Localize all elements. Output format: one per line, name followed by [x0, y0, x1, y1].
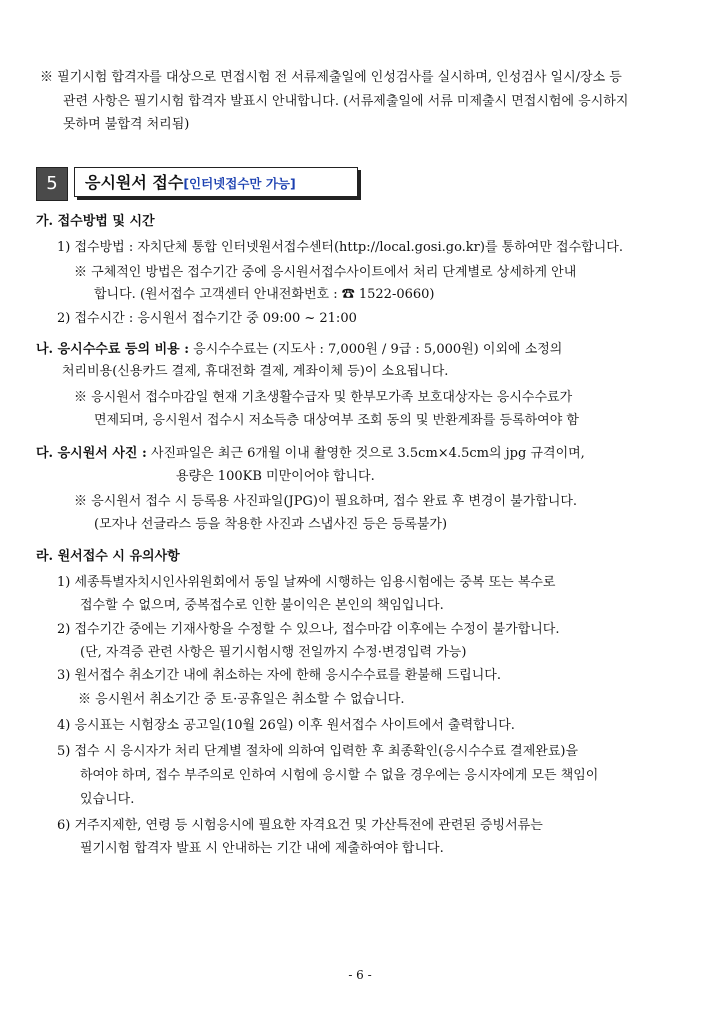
na-line-1	[36, 340, 562, 359]
section-header	[36, 167, 361, 203]
heading-ga: 가. 접수방법 및 시간	[36, 214, 155, 229]
ga-note-line-2: 합니다. (원서접수 고객센터 안내전화번호 : ☎ 1522-0660)	[94, 287, 435, 302]
ga-note-line-1: ※ 구체적인 방법은 접수기간 중에 응시원서접수사이트에서 처리 단계별로 상세하게 안내	[74, 265, 577, 280]
ra-item-5-line-2: 하여야 하며, 접수 부주의로 인하여 시험에 응시할 수 없을 경우에는 응시자에게 모든 책임이	[80, 768, 599, 783]
na-line-2: 처리비용(신용카드 결제, 휴대전화 결제, 계좌이체 등)이 소요됩니다.	[62, 364, 449, 379]
ga-item-1: 1) 접수방법 : 자치단체 통합 인터넷원서접수센터(http://local.gosi.go.kr)를 통하여만 접수합니다.	[57, 240, 623, 255]
ra-item-6-line-2: 필기시험 합격자 발표 시 안내하는 기간 내에 제출하여야 합니다.	[80, 841, 444, 856]
ga-item-2: 2) 접수시간 : 응시원서 접수기간 중 09:00 ~ 21:00	[57, 311, 357, 326]
da-note-line-2: (모자나 선글라스 등을 착용한 사진과 스냅사진 등은 등록불가)	[94, 517, 448, 532]
na-note-line-1: ※ 응시원서 접수마감일 현재 기초생활수급자 및 한부모가족 보호대상자는 응시수수료가	[74, 390, 573, 405]
notice-line-3: 못하며 불합격 처리됨)	[63, 117, 190, 132]
ra-item-1-line-1: 1) 세종특별자치시인사위원회에서 동일 날짜에 시행하는 임용시험에는 중복 또는 복수로	[57, 575, 556, 590]
ra-item-2-line-2: (단, 자격증 관련 사항은 필기시험시행 전일까지 수정·변경입력 가능)	[80, 645, 467, 660]
da-note-line-1: ※ 응시원서 접수 시 등록용 사진파일(JPG)이 필요하며, 접수 완료 후 변경이 불가합니다.	[74, 494, 578, 509]
da-line-1-rest: 사진파일은 최근 6개월 이내 촬영한 것으로 3.5cm×4.5cm의 jpg 규격이며,	[146, 446, 585, 461]
section-subtitle: [인터넷접수만 가능]	[183, 176, 296, 191]
ra-item-4: 4) 응시표는 시험장소 공고일(10월 26일) 이후 원서접수 사이트에서 출력합니다.	[57, 718, 515, 733]
ra-item-3-note: ※ 응시원서 취소기간 중 토·공휴일은 취소할 수 없습니다.	[78, 692, 405, 707]
na-line-1-rest: 응시수수료는 (지도사 : 7,000원 / 9급 : 5,000원) 이외에 소정의	[189, 342, 563, 357]
da-line-2: 용량은 100KB 미만이어야 합니다.	[176, 469, 375, 484]
heading-na: 나. 응시수수료 등의 비용 :	[36, 342, 190, 357]
ra-item-2-line-1: 2) 접수기간 중에는 기재사항을 수정할 수 있으나, 접수마감 이후에는 수정이 불가합니다.	[57, 622, 560, 637]
heading-ra: 라. 원서접수 시 유의사항	[36, 549, 180, 564]
page-number: - 6 -	[348, 968, 372, 982]
heading-da: 다. 응시원서 사진 :	[36, 446, 147, 461]
notice-line-1: ※ 필기시험 합격자를 대상으로 면접시험 전 서류제출일에 인성검사를 실시하며, 인성검사 일시/장소 등	[40, 70, 622, 85]
ra-item-3-line-1: 3) 원서접수 취소기간 내에 취소하는 자에 한해 응시수수료를 환불해 드립니다.	[57, 668, 501, 683]
ra-item-5-line-3: 있습니다.	[80, 792, 135, 807]
ra-item-1-line-2: 접수할 수 없으며, 중복접수로 인한 불이익은 본인의 책임입니다.	[80, 598, 444, 613]
da-line-1	[36, 444, 585, 463]
na-note-line-2: 면제되며, 응시원서 접수시 저소득층 대상여부 조회 동의 및 반환계좌를 등록하여야 함	[94, 413, 579, 428]
section-title-box	[74, 167, 358, 197]
section-number: 5	[36, 167, 68, 201]
ra-item-6-line-1: 6) 거주지제한, 연령 등 시험응시에 필요한 자격요건 및 가산특전에 관련된 증빙서류는	[57, 818, 543, 833]
ra-item-5-line-1: 5) 접수 시 응시자가 처리 단계별 절차에 의하여 입력한 후 최종확인(응시수수료 결제완료)을	[57, 744, 579, 759]
section-title: 응시원서 접수	[85, 173, 184, 192]
notice-line-2: 관련 사항은 필기시험 합격자 발표시 안내합니다. (서류제출일에 서류 미제출시 면접시험에 응시하지	[63, 94, 629, 109]
